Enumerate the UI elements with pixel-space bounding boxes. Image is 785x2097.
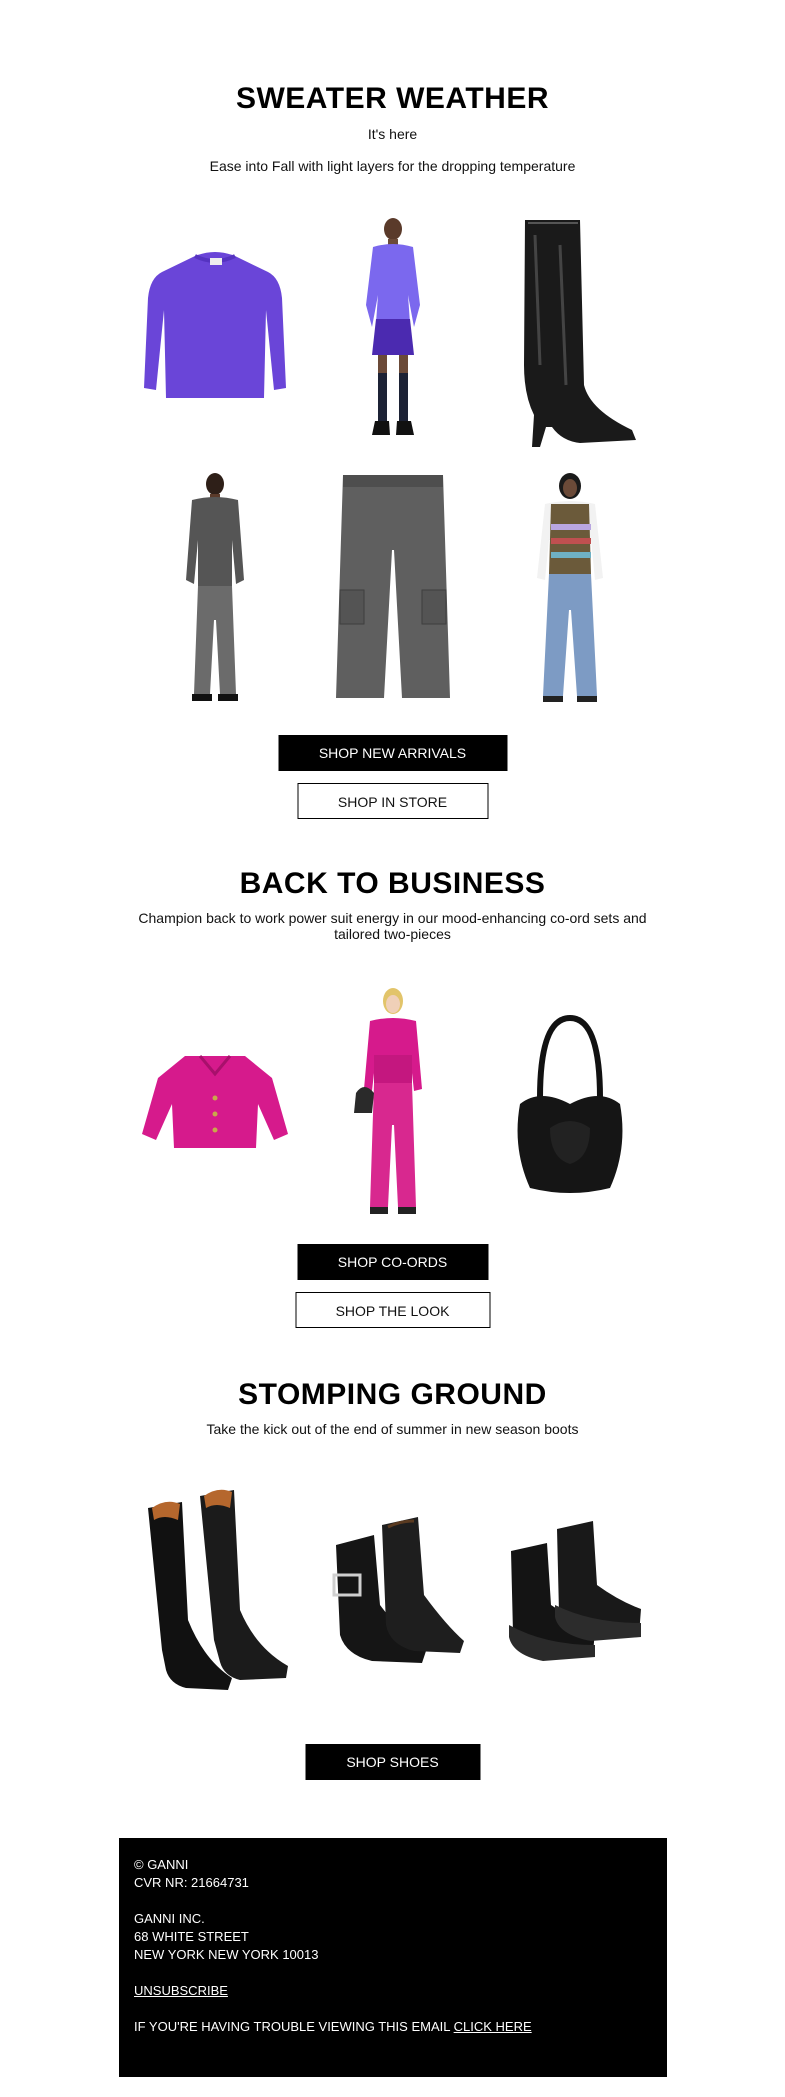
sweater-subtitle-wrap <box>0 126 785 142</box>
product-tile[interactable] <box>305 980 480 1225</box>
purple-sweater-icon <box>140 238 290 408</box>
product-tile[interactable] <box>127 210 302 435</box>
shop-the-look-button[interactable]: SHOP THE LOOK <box>295 1292 490 1328</box>
cvr-number: CVR NR: 21664731 <box>134 1875 249 1890</box>
spacer <box>134 1964 652 1982</box>
sweater-description-wrap <box>0 158 785 174</box>
business-product-grid <box>0 980 785 1225</box>
spacer <box>134 2000 652 2018</box>
unsubscribe-row <box>134 1982 652 2000</box>
stomping-ground-header <box>0 1378 785 1412</box>
product-tile[interactable] <box>305 210 480 450</box>
product-tile[interactable] <box>482 980 657 1225</box>
product-tile[interactable] <box>482 210 657 455</box>
back-to-business-header <box>0 867 785 901</box>
shop-co-ords-button[interactable]: SHOP CO-ORDS <box>297 1244 488 1280</box>
section-title: SWEATER WEATHER <box>235 82 550 115</box>
section-subtitle: It's here <box>367 126 418 142</box>
model-purple-sweater-icon <box>348 215 438 445</box>
view-online-row <box>134 2018 652 2036</box>
product-tile[interactable] <box>127 1470 302 1710</box>
section-description: Ease into Fall with light layers for the dropping temperature <box>209 158 576 174</box>
product-tile[interactable] <box>127 980 302 1225</box>
shop-new-arrivals-button[interactable]: SHOP NEW ARRIVALS <box>278 735 507 771</box>
product-tile[interactable] <box>305 1470 480 1710</box>
black-butterfly-bag-icon <box>510 1008 630 1198</box>
boots-product-grid <box>0 1470 785 1710</box>
product-tile[interactable] <box>482 465 657 710</box>
section-title: STOMPING GROUND <box>238 1378 547 1411</box>
sweater-product-grid <box>0 210 785 710</box>
trouble-viewing-text: IF YOU'RE HAVING TROUBLE VIEWING THIS EMAIL <box>134 2019 450 2034</box>
model-grey-denim-icon <box>170 470 260 705</box>
buckle-chelsea-boots-icon <box>318 1505 468 1675</box>
product-tile[interactable] <box>482 1470 657 1710</box>
copyright-text: © GANNI <box>134 1857 189 1872</box>
section-description: Champion back to work power suit energy in our mood-enhancing co-ord sets and tailored two-pieces <box>138 910 647 942</box>
section-title: BACK TO BUSINESS <box>239 867 546 900</box>
model-knit-vest-icon <box>525 470 615 705</box>
city-address: NEW YORK NEW YORK 10013 <box>134 1947 319 1962</box>
grey-cargo-jeans-icon <box>328 470 458 705</box>
sweater-weather-header <box>0 82 785 116</box>
shop-in-store-button[interactable]: SHOP IN STORE <box>297 783 488 819</box>
click-here-link[interactable]: CLICK HERE <box>453 2019 532 2034</box>
street-address: 68 WHITE STREET <box>134 1929 249 1944</box>
email-footer <box>119 1838 667 2077</box>
section-description: Take the kick out of the end of summer in new season boots <box>206 1421 579 1437</box>
product-tile[interactable] <box>127 465 302 710</box>
business-description-wrap <box>0 910 785 942</box>
pink-jacket-icon <box>140 1048 290 1158</box>
model-pink-suit-icon <box>348 985 438 1220</box>
black-knee-boot-icon <box>500 215 640 450</box>
western-boots-icon <box>140 1480 290 1700</box>
spacer <box>134 1892 652 1910</box>
unsubscribe-link[interactable]: UNSUBSCRIBE <box>134 1983 228 1998</box>
company-name: GANNI INC. <box>134 1911 205 1926</box>
rubber-chelsea-boots-icon <box>495 1505 645 1675</box>
shop-shoes-button[interactable]: SHOP SHOES <box>305 1744 480 1780</box>
product-tile[interactable] <box>305 465 480 710</box>
boots-description-wrap <box>0 1421 785 1437</box>
